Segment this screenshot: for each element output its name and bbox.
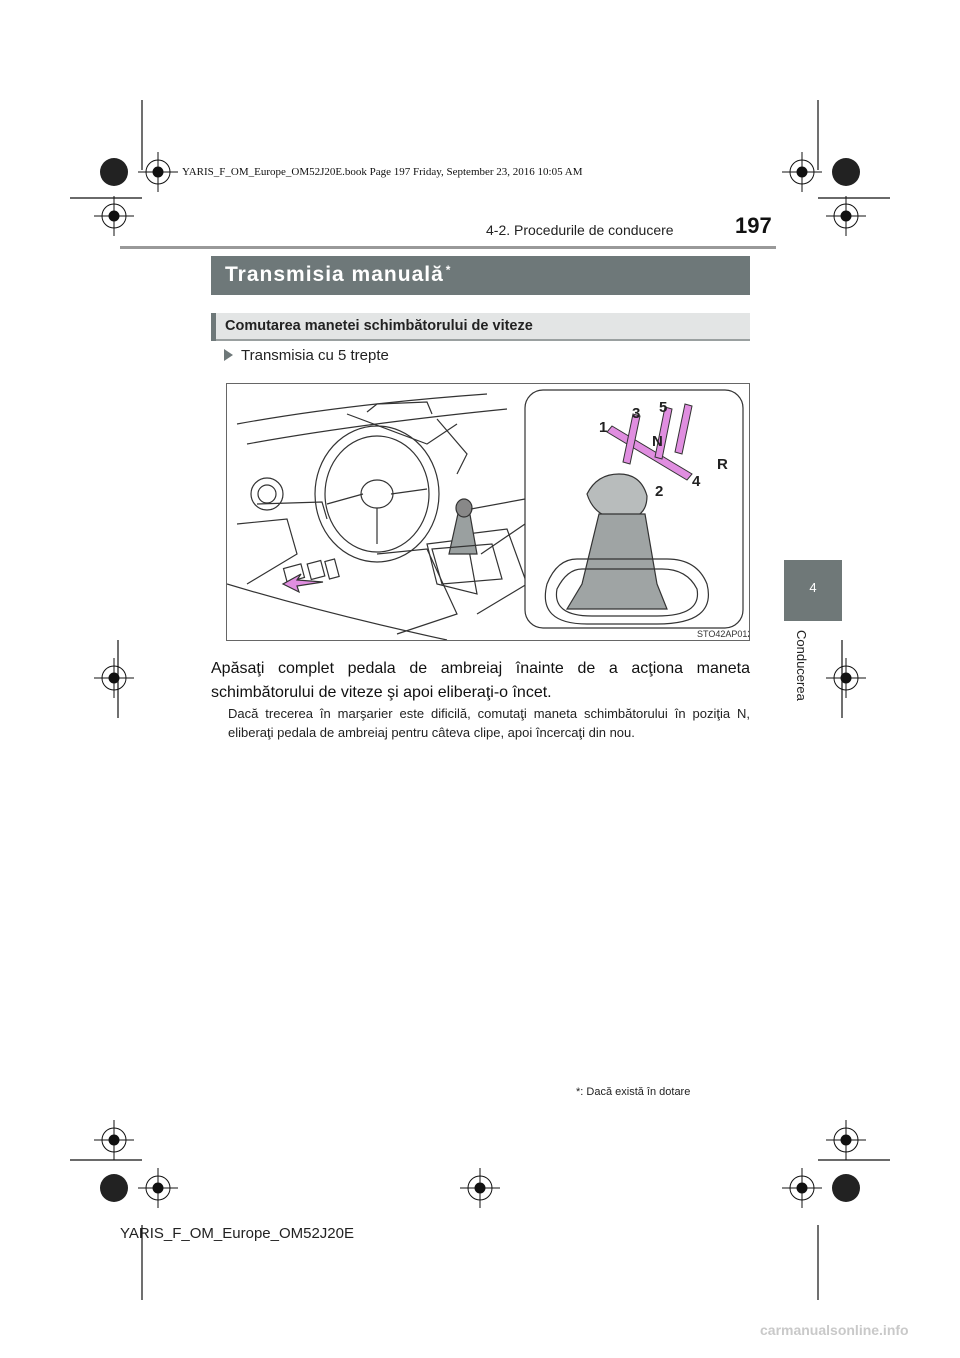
illustration-svg	[227, 384, 749, 640]
section-title: Transmisia manuală	[225, 263, 444, 286]
gear-label: 3	[632, 405, 641, 422]
header-rule	[120, 246, 776, 249]
header-section-title: 4-2. Procedurile de conducere	[486, 222, 674, 238]
section-title-bar	[211, 256, 750, 295]
optional-star: *	[445, 263, 452, 277]
triangle-bullet-icon	[224, 349, 233, 361]
gear-label: 4	[692, 473, 701, 490]
page-number: 197	[735, 213, 772, 238]
subsection-title: Comutarea manetei schimbătorului de viteze	[225, 318, 533, 334]
main-paragraph: Apăsaţi complet pedala de ambreiaj înainte de a acţiona maneta schimbătorului de viteze şi apoi eliberaţi-o încet.	[211, 660, 750, 701]
print-info-line: YARIS_F_OM_Europe_OM52J20E.book Page 197 Friday, September 23, 2016 10:05 AM	[182, 166, 583, 178]
gear-label: N	[652, 433, 663, 450]
footnote-text: : Dacă există în dotare	[580, 1086, 691, 1098]
subsection-accent	[211, 313, 216, 341]
gear-label: 1	[599, 419, 608, 436]
footer-code: YARIS_F_OM_Europe_OM52J20E	[120, 1225, 355, 1242]
figure-code: STO42AP012	[697, 629, 749, 639]
gear-label: 5	[659, 399, 668, 416]
chapter-title: Conducerea	[794, 630, 809, 701]
subsection-bar	[211, 313, 750, 341]
footnote-star: *	[576, 1086, 581, 1098]
bullet-item	[224, 347, 389, 364]
footnote	[576, 1086, 690, 1098]
gear-label: R	[717, 456, 728, 473]
gear-shift-illustration	[226, 383, 750, 641]
gear-label: 2	[655, 483, 664, 500]
watermark: carmanualsonline.info	[760, 1322, 909, 1338]
note-paragraph: Dacă trecerea în marşarier este dificilă, comutaţi maneta schimbătorului în poziţia N, eliberaţi pedala de ambreiaj pentru câteva clipe, apoi încercaţi din nou.	[228, 706, 750, 740]
bullet-text: Transmisia cu 5 trepte	[241, 347, 389, 364]
chapter-number: 4	[809, 580, 817, 595]
